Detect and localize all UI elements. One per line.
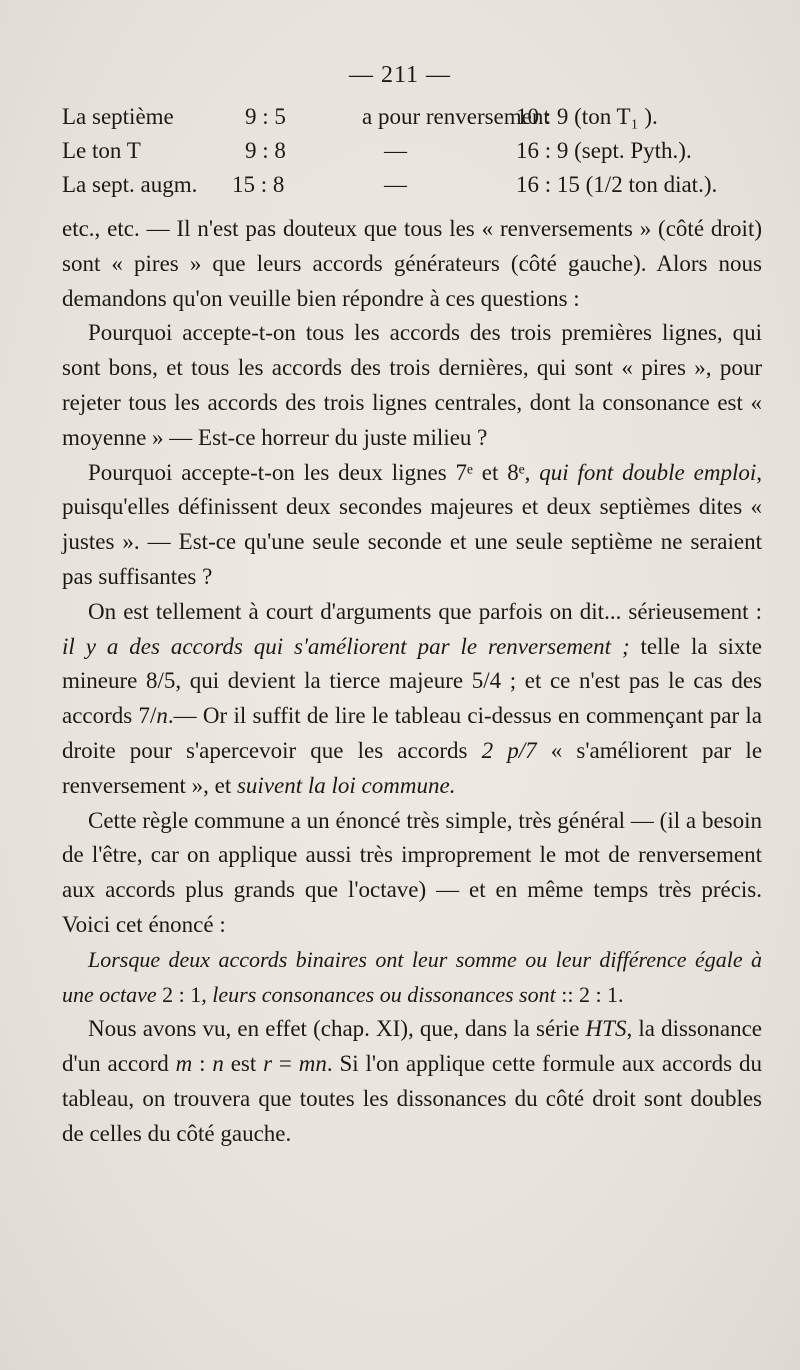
- table-cell: 9 : 8: [245, 138, 286, 163]
- italic-run: , leurs consonances ou dissonances sont: [201, 981, 562, 1007]
- paragraph: [62, 456, 762, 595]
- text-run: :: 2 : 1.: [561, 981, 624, 1007]
- text-run: On est tellement à court d'arguments que parfois on dit... sérieusement :: [88, 598, 762, 624]
- page-number: — 211 —: [348, 62, 452, 88]
- table-cell: 15 : 8: [232, 172, 285, 197]
- table-cell: 9 : 5: [245, 104, 286, 129]
- paragraph: Cette règle commune a un énoncé très simple, très général — (il a besoin de l'être, car on applique aussi très improprement le mot de renversement aux accords plus grands que l'octave) — et en même temps très précis. Voici cet énoncé :: [62, 807, 762, 937]
- text-run: . Si l'on applique cette formule aux accords du tableau, on trouvera que toutes les dissonances du côté droit sont doubles de celles du côté gauche.: [62, 1051, 762, 1146]
- text-run: =: [272, 1051, 299, 1077]
- italic-run: suivent la loi commune.: [236, 772, 456, 798]
- text-run: Nous avons vu, en effet (chap. XI), que, dans la série: [88, 1016, 586, 1042]
- body-text: [62, 212, 762, 1152]
- table-cell: 16 : 15 (1/2 ton diat.).: [516, 172, 718, 197]
- table-cell: —: [384, 172, 407, 197]
- italic-run: HTS: [585, 1016, 627, 1042]
- text-run: :: [192, 1051, 213, 1077]
- text-run: Pourquoi accepte-t-on les deux lignes 7ᵉ et 8ᵉ,: [88, 459, 540, 485]
- text-run: .— Or il suffit de lire le tableau ci-dessus en commençant par la droite pour s'apercevoir que les accords: [62, 703, 762, 763]
- italic-run: il y a des accords qui s'améliorent par le renversement ;: [62, 633, 630, 659]
- table-cell: —: [384, 138, 407, 163]
- table-row: [62, 138, 762, 172]
- table-row: [62, 172, 762, 206]
- paragraph: Pourquoi accepte-t-on tous les accords des trois premières lignes, qui sont bons, et tous les accords des trois dernières, qui sont « pires », pour rejeter tous les accords des trois lignes centrales, dont la consonance est « moyenne » — Est-ce horreur du juste milieu ?: [62, 320, 762, 450]
- text-run: « s'améliorent par le renversement », et: [62, 737, 763, 798]
- table-cell: 16 : 9 (sept. Pyth.).: [516, 138, 692, 163]
- text-run: est: [223, 1051, 264, 1077]
- italic-run: Lorsque deux accords binaires ont leur somme ou leur différence égale à une octave: [62, 946, 762, 1007]
- intervals-table: [62, 104, 762, 206]
- table-cell: 10 : 9 (ton T₁ ).: [516, 104, 658, 129]
- paragraph: [62, 595, 762, 804]
- italic-run: qui font double emploi: [539, 459, 757, 485]
- paragraph: [62, 1012, 762, 1151]
- table-cell: Le ton T: [62, 138, 141, 163]
- table-cell: La sept. augm.: [62, 172, 198, 197]
- italic-run: n: [212, 1051, 224, 1077]
- table-cell: La septième: [62, 104, 174, 129]
- text-run: 2 : 1: [162, 981, 202, 1007]
- paragraph: etc., etc. — Il n'est pas douteux que tous les « renversements » (côté droit) sont « pires » que leurs accords générateurs (côté gauche). Alors nous demandons qu'on veuille bien répondre à ces questions :: [62, 216, 762, 311]
- text-run: telle la sixte mineure 8/5, qui devient la tierce majeure 5/4 ; et ce n'est pas le cas des accords 7/: [62, 633, 762, 729]
- table-row: [62, 104, 762, 138]
- text-run: , puisqu'elles définissent deux secondes majeures et deux septièmes dites « justes ». — Est-ce qu'une seule seconde et une seule septième ne seraient pas suffisantes ?: [62, 459, 762, 589]
- italic-run: n: [156, 703, 168, 729]
- paragraph: [62, 943, 762, 1013]
- italic-run: m: [175, 1051, 193, 1077]
- italic-run: 2 p/7: [481, 737, 537, 763]
- table-cell: a pour renversement: [362, 104, 550, 129]
- text-run: , la dissonance d'un accord: [62, 1016, 762, 1077]
- italic-run: mn: [298, 1051, 327, 1077]
- italic-run: r: [263, 1051, 273, 1077]
